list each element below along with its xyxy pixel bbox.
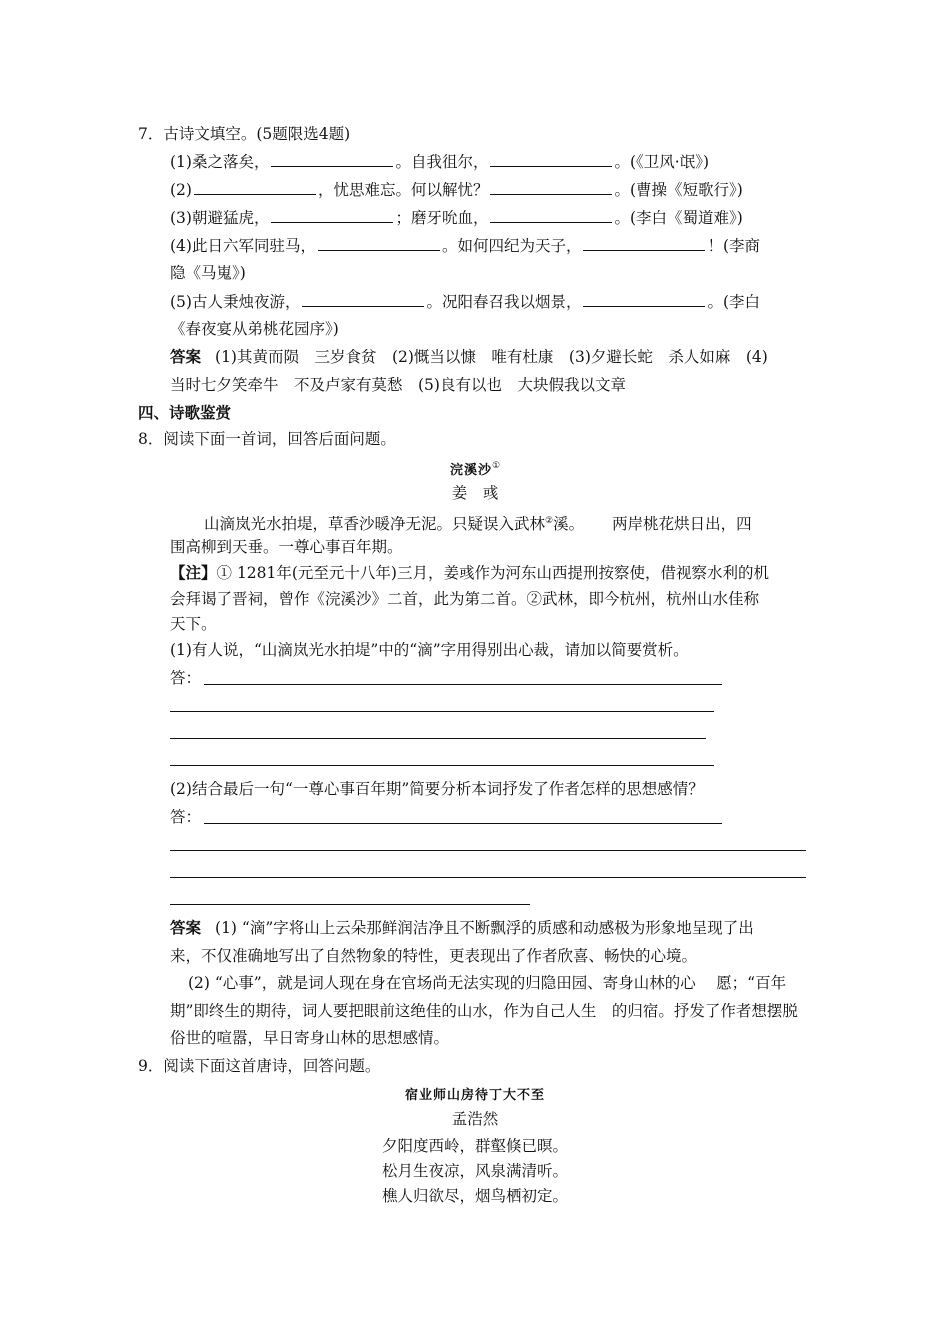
text: (5)古人秉烛夜游， — [170, 293, 301, 311]
q8-answer-2-line-1: (2) “心事”，就是词人现在身在官场尚无法实现的归隐田园、寄身山林的心 愿；“百年 — [188, 974, 787, 992]
note-label: 【注】 — [170, 563, 217, 582]
text: 。如何四纪为天子， — [441, 237, 582, 255]
fill-blank — [318, 236, 440, 251]
q8-note-line-1 — [170, 563, 769, 583]
text: ！(李商 — [707, 237, 761, 255]
section-title: 四、诗歌鉴赏 — [138, 403, 232, 422]
q8-poem-author: 姜 彧 — [451, 484, 499, 502]
q7-item-5-cont: 《春夜宴从弟桃花园序》) — [170, 320, 339, 338]
answer-line[interactable] — [170, 877, 806, 878]
answer-label: 答案 — [170, 918, 202, 937]
q9-poem-line-3: 樵人归欲尽，烟鸟栖初定。 — [381, 1187, 568, 1205]
text: (3)朝避猛虎， — [170, 209, 270, 227]
q7-item-4-cont: 隐《马嵬》) — [170, 264, 246, 282]
text: 。(《卫风·氓》) — [614, 153, 710, 171]
answer-line[interactable] — [170, 738, 706, 739]
text: (1)桑之落矣， — [170, 153, 270, 171]
fill-blank — [583, 236, 705, 251]
fill-blank — [583, 292, 705, 307]
text: ① 1281年(元至元十八年)三月，姜彧作为河东山西提刑按察使，借视察水利的机 — [216, 564, 769, 582]
text: 两岸桃花烘日出，四 — [612, 515, 752, 534]
poem-title-text: 浣溪沙 — [449, 463, 492, 479]
q8-poem-line-2: 围高柳到天垂。一尊心事百年期。 — [170, 538, 403, 556]
q8-sub-question-2: (2)结合最后一句“一尊心事百年期”简要分析本词抒发了作者怎样的思想感情？ — [170, 780, 704, 798]
q8-answer-2-line-2: 期”即终生的期待，词人要把眼前这绝佳的山水，作为自己人生 的归宿。抒发了作者想摆脱 — [170, 1002, 798, 1020]
answer-text: (1) “滴”字将山上云朵那鲜润洁净且不断飘浮的质感和动感极为形象地呈现了出 — [215, 919, 754, 937]
text: 。况阳春召我以烟景， — [426, 293, 582, 311]
answer-line[interactable] — [170, 850, 806, 851]
q8-answer-2-line-3: 俗世的喧嚣，早日寄身山林的思想感情。 — [170, 1029, 450, 1047]
q7-item-5 — [170, 292, 760, 312]
text: ；磨牙吮血， — [395, 209, 489, 227]
q7-item-3 — [170, 208, 743, 228]
q9-poem-line-2: 松月生夜凉，风泉满清听。 — [381, 1162, 568, 1180]
fill-blank — [271, 208, 393, 223]
answer-text: (1)其黄而陨 三岁食贫 (2)慨当以慷 唯有杜康 (3)夕避长蛇 杀人如麻 (4) — [215, 348, 768, 366]
q8-note-line-3: 天下。 — [170, 615, 217, 633]
text: 溪。 — [553, 515, 585, 534]
fill-blank — [194, 180, 316, 195]
fill-blank — [490, 208, 612, 223]
q9-poem-line-1: 夕阳度西岭，群壑倏已暝。 — [381, 1137, 568, 1155]
q8-answer-1-line-1 — [170, 918, 754, 938]
fill-blank — [271, 152, 393, 167]
text: (4)此日六军同驻马， — [170, 237, 316, 255]
q9-poem-author: 孟浩然 — [451, 1110, 499, 1128]
q7-item-1 — [170, 152, 709, 172]
text: 。(曹操《短歌行》) — [614, 181, 743, 199]
text: 山滴岚光水拍堤，草香沙暖净无泥。只疑误入武林 — [204, 515, 546, 534]
text: 。自我徂尔， — [395, 153, 489, 171]
q7-item-4 — [170, 236, 760, 256]
note-marker: ② — [545, 516, 554, 526]
q8-sub1-answer-prefix: 答： — [170, 669, 202, 687]
q7-item-2 — [170, 180, 743, 200]
text: ，忧思难忘。何以解忧？ — [317, 181, 489, 199]
q9-stem: 9．阅读下面这首唐诗，回答问题。 — [138, 1057, 381, 1075]
answer-line[interactable] — [170, 765, 714, 766]
answer-line[interactable] — [204, 684, 722, 685]
text: 。(李白 — [707, 293, 761, 311]
poem-title-text: 宿业师山房待丁大不至 — [404, 1088, 545, 1103]
text: 。(李白《蜀道难》) — [614, 209, 743, 227]
note-marker: ① — [491, 461, 501, 471]
answer-line[interactable] — [170, 904, 530, 905]
q8-sub-question-1: (1)有人说，“山滴岚光水拍堤”中的“滴”字用得别出心裁，请加以简要赏析。 — [170, 641, 689, 659]
q7-answer-line-1 — [170, 347, 768, 367]
text: (2) — [170, 181, 192, 199]
q8-note-line-2: 会拜谒了晋祠，曾作《浣溪沙》二首，此为第二首。②武林，即今杭州，杭州山水佳称 — [170, 590, 760, 608]
answer-line[interactable] — [170, 711, 714, 712]
q8-sub2-answer-prefix: 答： — [170, 808, 202, 826]
q8-stem: 8．阅读下面一首词，回答后面问题。 — [138, 430, 396, 448]
answer-label: 答案 — [170, 347, 202, 366]
q8-poem-line-1 — [204, 511, 752, 534]
fill-blank — [490, 152, 612, 167]
q7-stem: 7．古诗文填空。(5题限选4题) — [138, 125, 351, 143]
fill-blank — [302, 292, 424, 307]
answer-line[interactable] — [204, 823, 722, 824]
q7-answer-line-2: 当时七夕笑牵牛 不及卢家有莫愁 (5)良有以也 大块假我以文章 — [170, 376, 626, 394]
q8-poem-title — [0, 456, 950, 481]
q8-answer-1-line-2: 来，不仅准确地写出了自然物象的特性，更表现出了作者欣喜、畅快的心境。 — [170, 947, 698, 965]
fill-blank — [490, 180, 612, 195]
q9-poem-title — [0, 1084, 950, 1106]
